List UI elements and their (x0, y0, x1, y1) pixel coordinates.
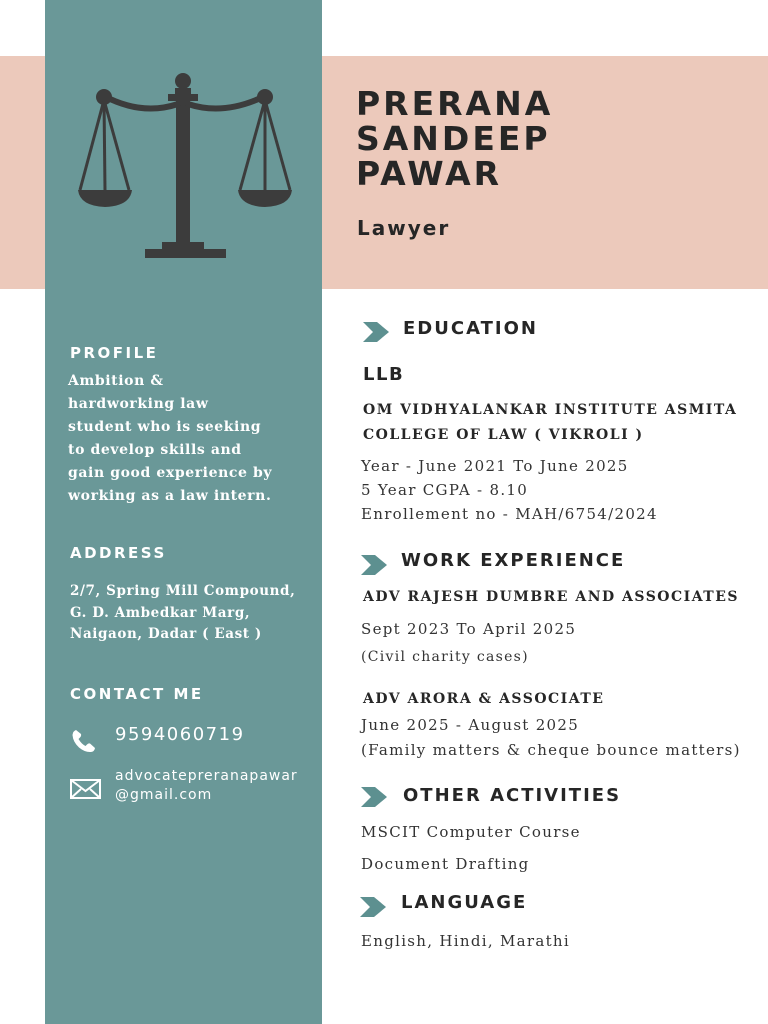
job-period: Sept 2023 To April 2025 (361, 620, 577, 638)
activity-item: Document Drafting (361, 855, 530, 873)
candidate-name (356, 86, 553, 191)
envelope-icon (70, 779, 101, 799)
profile-line: working as a law intern. (68, 488, 272, 504)
institute-line: OM VIDHYALANKAR INSTITUTE ASMITA (363, 402, 738, 418)
education-year: Year - June 2021 To June 2025 (361, 457, 629, 475)
name-line: PRERANA (356, 84, 554, 123)
education-enrollment: Enrollement no - MAH/6754/2024 (361, 505, 658, 523)
profile-heading: PROFILE (70, 344, 159, 362)
profile-line: to develop skills and (68, 442, 242, 458)
chevron-arrow-icon (361, 787, 387, 807)
job-period: June 2025 - August 2025 (361, 716, 580, 734)
phone-icon (70, 728, 96, 754)
scales-of-justice-icon (72, 68, 296, 263)
job-title: Lawyer (357, 216, 451, 240)
address-line: Naigaon, Dadar ( East ) (70, 626, 262, 642)
email-line: advocatepreranapawar (115, 768, 298, 784)
language-list: English, Hindi, Marathi (361, 932, 570, 950)
work-heading: WORK EXPERIENCE (401, 550, 626, 571)
name-line: PAWAR (356, 154, 503, 193)
address-line: 2/7, Spring Mill Compound, (70, 583, 296, 599)
profile-line: student who is seeking (68, 419, 262, 435)
chevron-arrow-icon (361, 555, 387, 575)
job-firm: ADV ARORA & ASSOCIATE (363, 691, 605, 707)
education-cgpa: 5 Year CGPA - 8.10 (361, 481, 529, 499)
address-text (70, 581, 310, 646)
email-address[interactable] (115, 767, 298, 805)
profile-line: Ambition & (68, 373, 164, 389)
profile-line: gain good experience by (68, 465, 273, 481)
institute-name (363, 398, 737, 448)
chevron-arrow-icon (363, 322, 389, 342)
job-note: (Civil charity cases) (361, 649, 529, 665)
language-heading: LANGUAGE (401, 892, 528, 913)
education-heading: EDUCATION (403, 318, 538, 339)
profile-line: hardworking law (68, 396, 209, 412)
chevron-arrow-icon (360, 897, 386, 917)
profile-text (68, 370, 308, 508)
job-firm: ADV RAJESH DUMBRE AND ASSOCIATES (363, 589, 739, 605)
address-line: G. D. Ambedkar Marg, (70, 604, 251, 621)
institute-line: COLLEGE OF LAW ( VIKROLI ) (363, 427, 644, 443)
degree: LLB (363, 364, 405, 385)
education-details (361, 454, 658, 526)
name-line: SANDEEP (356, 119, 551, 158)
phone-number[interactable]: 9594060719 (115, 724, 245, 745)
address-heading: ADDRESS (70, 544, 167, 562)
job-note: (Family matters & cheque bounce matters) (361, 741, 741, 759)
activity-item: MSCIT Computer Course (361, 823, 581, 841)
contact-heading: CONTACT ME (70, 685, 204, 703)
email-line: @gmail.com (115, 787, 213, 803)
activities-heading: OTHER ACTIVITIES (403, 785, 622, 806)
